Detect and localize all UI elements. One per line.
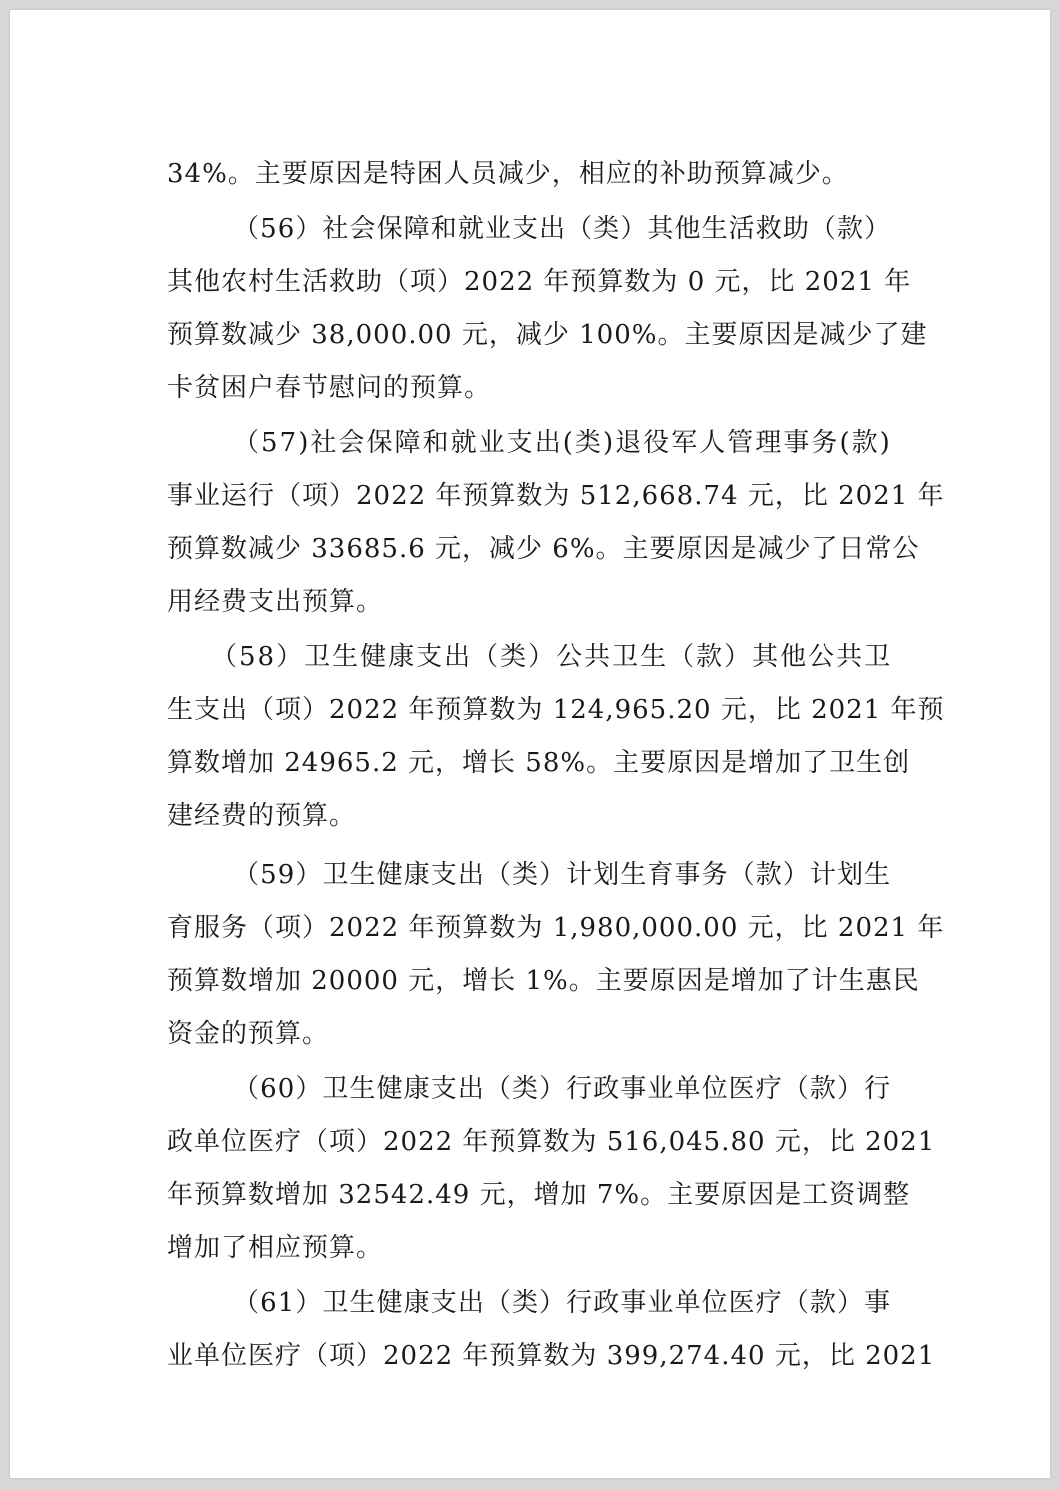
- paragraph-line: 其他农村生活救助（项）2022 年预算数为 0 元，比 2021 年: [167, 267, 912, 297]
- paragraph-line: 育服务（项）2022 年预算数为 1,980,000.00 元，比 2021 年: [167, 913, 945, 943]
- paragraph-line: 算数增加 24965.2 元，增长 58%。主要原因是增加了卫生创: [167, 748, 911, 778]
- paragraph-60-heading: （60）卫生健康支出（类）行政事业单位医疗（款）行: [233, 1074, 892, 1104]
- paragraph-line: 事业运行（项）2022 年预算数为 512,668.74 元，比 2021 年: [167, 481, 945, 511]
- paragraph-57-heading: （57)社会保障和就业支出(类)退役军人管理事务(款): [233, 428, 892, 458]
- paragraph-line: 预算数增加 20000 元，增长 1%。主要原因是增加了计生惠民: [167, 966, 920, 996]
- paragraph-line: 政单位医疗（项）2022 年预算数为 516,045.80 元，比 2021: [167, 1127, 936, 1157]
- paragraph-line: 年预算数增加 32542.49 元，增加 7%。主要原因是工资调整: [167, 1180, 911, 1210]
- paragraph-line: 预算数减少 38,000.00 元，减少 100%。主要原因是减少了建: [167, 320, 928, 350]
- paragraph-line: 34%。主要原因是特困人员减少，相应的补助预算减少。: [167, 159, 849, 189]
- paragraph-line: 资金的预算。: [167, 1019, 330, 1049]
- paragraph-59-heading: （59）卫生健康支出（类）计划生育事务（款）计划生: [233, 860, 892, 890]
- document-page: [10, 10, 1050, 1478]
- paragraph-56-heading: （56）社会保障和就业支出（类）其他生活救助（款）: [233, 214, 892, 244]
- document-body: [167, 148, 945, 1383]
- paragraph-58-heading: （58）卫生健康支出（类）公共卫生（款）其他公共卫: [211, 642, 893, 672]
- paragraph-line: 增加了相应预算。: [167, 1233, 384, 1263]
- paragraph-line: 业单位医疗（项）2022 年预算数为 399,274.40 元，比 2021: [167, 1341, 936, 1371]
- paragraph-line: 预算数减少 33685.6 元，减少 6%。主要原因是减少了日常公: [167, 534, 920, 564]
- paragraph-line: 生支出（项）2022 年预算数为 124,965.20 元，比 2021 年预: [167, 695, 945, 725]
- paragraph-line: 用经费支出预算。: [167, 587, 384, 617]
- paragraph-line: 卡贫困户春节慰问的预算。: [167, 373, 492, 403]
- paragraph-61-heading: （61）卫生健康支出（类）行政事业单位医疗（款）事: [233, 1288, 892, 1318]
- paragraph-line: 建经费的预算。: [167, 801, 357, 831]
